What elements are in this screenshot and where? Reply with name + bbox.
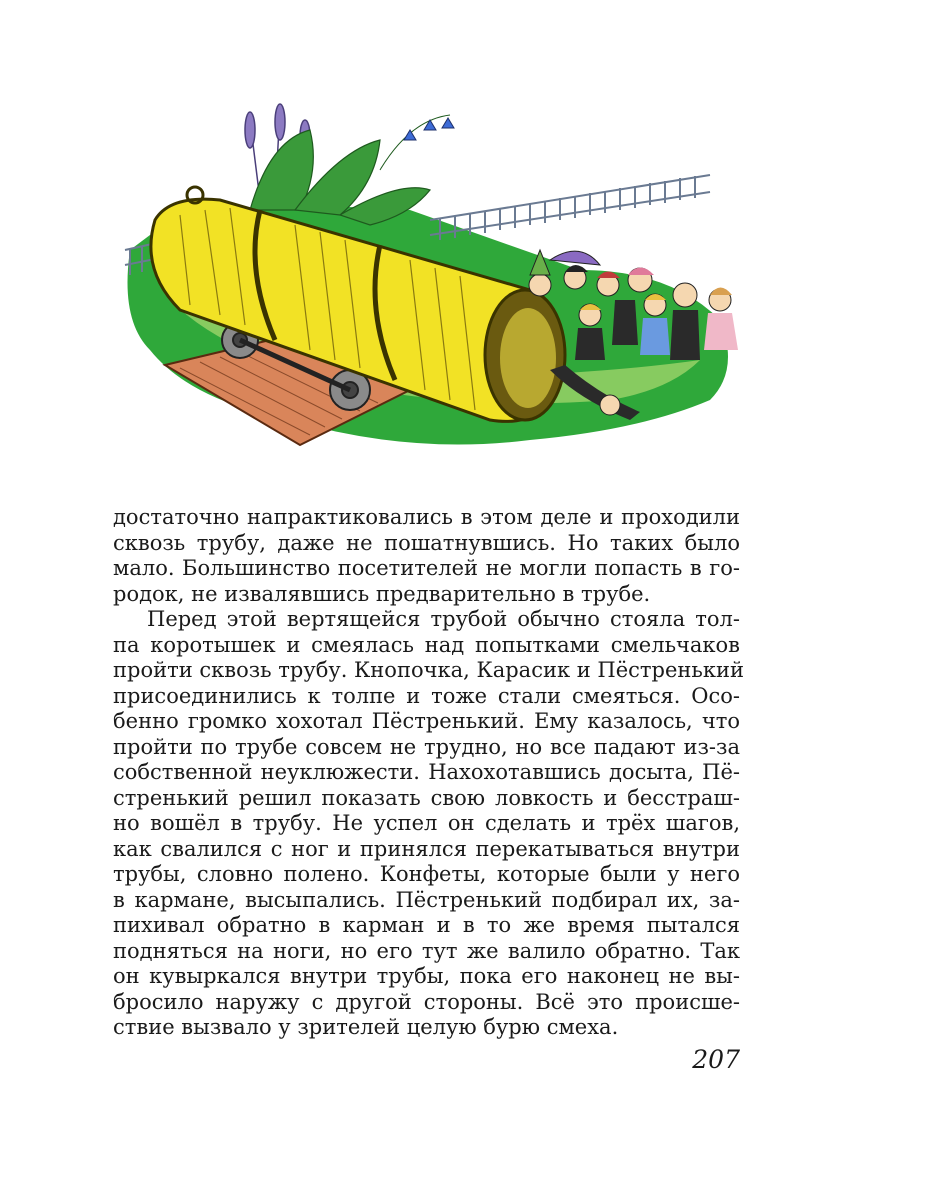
text-line: мало. Большинство посетителей не могли попасть в го- — [113, 556, 740, 580]
text-line: Перед этой вертящейся трубой обычно стояла тол- — [147, 607, 740, 631]
tube-illustration-svg — [110, 100, 750, 470]
text-line: ствие вызвало у зрителей целую бурю смеха. — [113, 1015, 619, 1039]
text-line: собственной неуклюжести. Нахохотавшись досыта, Пё- — [113, 760, 740, 784]
text-line: трубы, словно полено. Конфеты, которые были у него — [113, 862, 740, 886]
text-line: бросило наружу с другой стороны. Всё это происше- — [113, 989, 740, 1014]
body-text — [113, 505, 744, 1041]
page-number: 207 — [692, 1045, 740, 1074]
text-line: подняться на ноги, но его тут же валило обратно. Так — [113, 938, 740, 963]
text-line: пихивал обратно в карман и в то же время пытался — [113, 913, 740, 937]
fence — [430, 175, 710, 240]
text-line: стренький решил показать свою ловкость и бесстраш- — [113, 785, 740, 810]
illustration — [110, 100, 750, 470]
bluebells — [380, 115, 454, 170]
text-line: он кувыркался внутри трубы, пока его наконец не вы- — [113, 964, 740, 988]
text-line: достаточно напрактиковались в этом деле и проходили — [113, 505, 740, 529]
text-line: как свалился с ног и принялся перекатываться внутри — [113, 836, 740, 861]
text-line: бенно громко хохотал Пёстренький. Ему казалось, что — [113, 709, 740, 733]
text-line: родок, не извалявшись предварительно в трубе. — [113, 581, 651, 606]
text-line: в кармане, высыпались. Пёстренький подбирал их, за- — [113, 887, 740, 912]
text-line: присоединились к толпе и тоже стали смеяться. Осо- — [113, 683, 740, 708]
text-line: сквозь трубу, даже не пошатнувшись. Но таких было — [113, 530, 740, 555]
text-line: па коротышек и смеялась над попытками смельчаков — [113, 632, 740, 657]
text-line: но вошёл в трубу. Не успел он сделать и трёх шагов, — [113, 811, 740, 835]
text-line: пройти сквозь трубу. Кнопочка, Карасик и Пёстренький — [113, 658, 744, 682]
text-line: пройти по трубе совсем не трудно, но все падают из-за — [113, 734, 740, 759]
